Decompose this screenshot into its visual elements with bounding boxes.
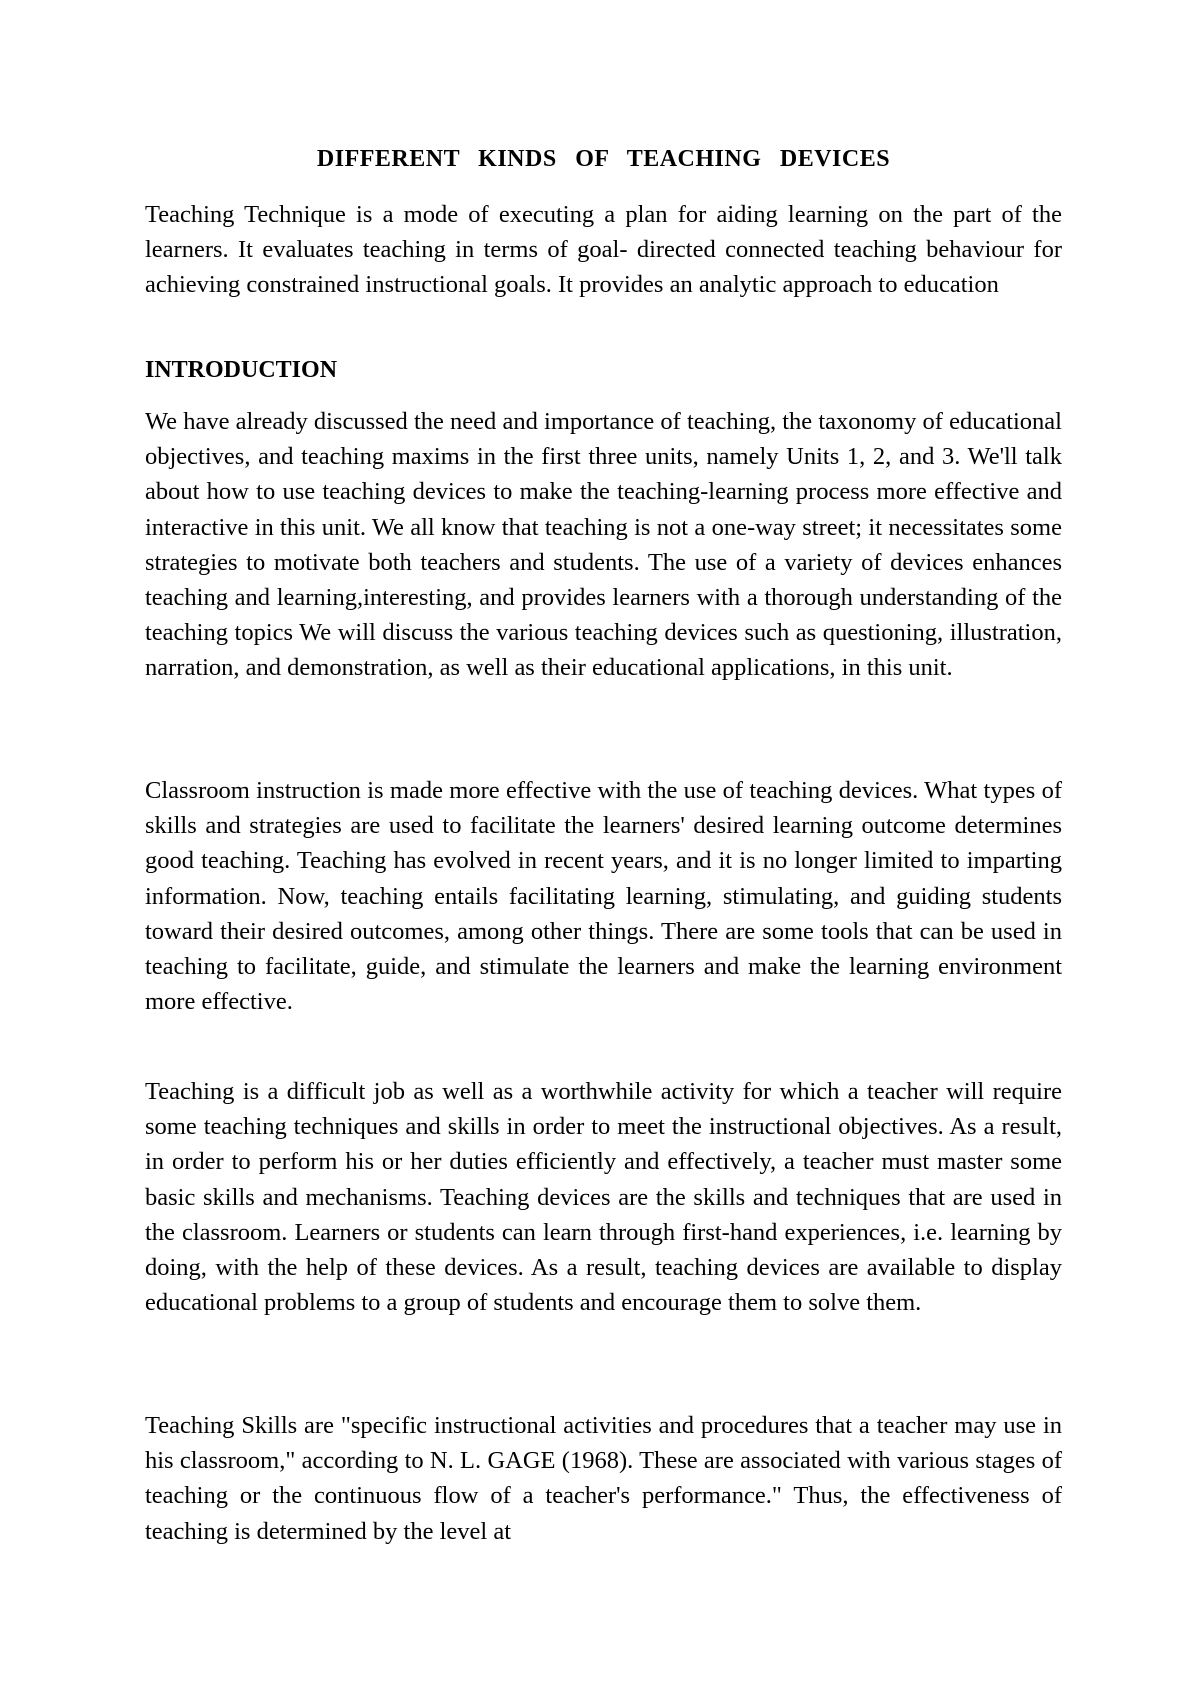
page-title: DIFFERENT KINDS OF TEACHING DEVICES: [316, 146, 891, 172]
paragraph-definition: Teaching Technique is a mode of executing a plan for aiding learning on the part of the learners. It evaluates teaching in terms of goal- directed connected teaching behaviour for achieving constrained instructional goals. It provides an analytic approach to education: [145, 201, 1062, 299]
paragraph-teaching-difficult-job: Teaching is a difficult job as well as a worthwhile activity for which a teacher will require some teaching techniques and skills in order to meet the instructional objectives. As a result, in order to perform his or her duties efficiently and effectively, a teacher must master some basic skills and mechanisms. Teaching devices are the skills and techniques that are used in the classroom. Learners or students can learn through first-hand experiences, i.e. learning by doing, with the help of these devices. As a result, teaching devices are available to display educational problems to a group of students and encourage them to solve them.: [145, 1078, 1062, 1317]
section-heading-introduction: INTRODUCTION: [145, 357, 338, 383]
paragraph-introduction: We have already discussed the need and importance of teaching, the taxonomy of educational objectives, and teaching maxims in the first three units, namely Units 1, 2, and 3. We'll talk about how to use teaching devices to make the teaching-learning process more effective and interactive in this unit. We all know that teaching is not a one-way street; it necessitates some strategies to motivate both teachers and students. The use of a variety of devices enhances teaching and learning,interesting, and provides learners with a thorough understanding of the teaching topics We will discuss the various teaching devices such as questioning, illustration, narration, and demonstration, as well as their educational applications, in this unit.: [145, 408, 1062, 682]
paragraph-classroom-instruction: Classroom instruction is made more effective with the use of teaching devices. What types of skills and strategies are used to facilitate the learners' desired learning outcome determines good teaching. Teaching has evolved in recent years, and it is no longer limited to imparting information. Now, teaching entails facilitating learning, stimulating, and guiding students toward their desired outcomes, among other things. There are some tools that can be used in teaching to facilitate, guide, and stimulate the learners and make the learning environment more effective.: [145, 777, 1062, 1016]
paragraph-teaching-skills: Teaching Skills are "specific instructional activities and procedures that a teacher may use in his classroom," according to N. L. GAGE (1968). These are associated with various stages of teaching or the continuous flow of a teacher's performance." Thus, the effectiveness of teaching is determined by the level at: [145, 1412, 1062, 1545]
